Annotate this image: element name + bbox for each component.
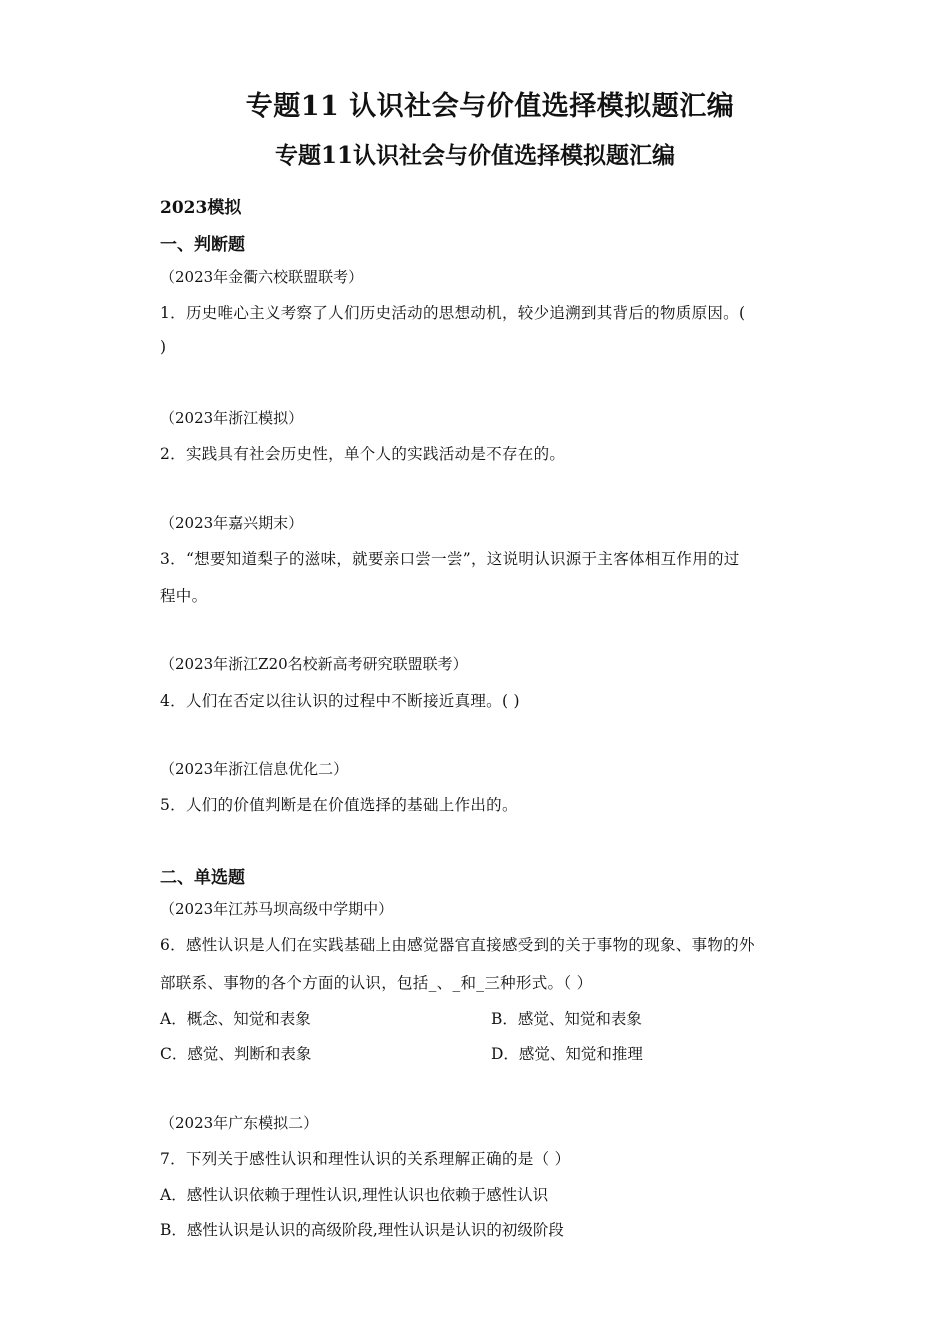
year-heading: 2023模拟: [160, 198, 242, 218]
question-6-option-a: A．概念、知觉和表象: [160, 1010, 311, 1028]
question-6-source: （2023年江苏马坝高级中学期中）: [160, 900, 394, 918]
question-7-option-a: A．感性认识依赖于理性认识,理性认识也依赖于感性认识: [160, 1186, 549, 1204]
question-7-source: （2023年广东模拟二）: [160, 1114, 319, 1132]
question-2-source: （2023年浙江模拟）: [160, 409, 304, 427]
question-4-source: （2023年浙江Z20名校新高考研究联盟联考）: [160, 655, 468, 673]
question-3-source: （2023年嘉兴期末）: [160, 514, 304, 532]
question-1-text-cont: ): [160, 338, 167, 356]
question-7-text: 7．下列关于感性认识和理性认识的关系理解正确的是（ ）: [160, 1150, 571, 1168]
question-6-text-cont: 部联系、事物的各个方面的认识，包括_、_和_三种形式。（ ）: [160, 974, 593, 992]
question-7-option-b: B．感性认识是认识的高级阶段,理性认识是认识的初级阶段: [160, 1221, 564, 1239]
question-3-text: 3．“想要知道梨子的滋味，就要亲口尝一尝”，这说明认识源于主客体相互作用的过: [160, 550, 740, 568]
page-title: 专题11 认识社会与价值选择模拟题汇编: [245, 91, 735, 122]
question-4-text: 4．人们在否定以往认识的过程中不断接近真理。( ): [160, 692, 520, 710]
question-6-option-c: C．感觉、判断和表象: [160, 1045, 312, 1063]
question-3-text-cont: 程中。: [160, 587, 208, 605]
question-5-text: 5．人们的价值判断是在价值选择的基础上作出的。: [160, 796, 518, 814]
page-subtitle: 专题11认识社会与价值选择模拟题汇编: [274, 142, 675, 169]
question-2-text: 2．实践具有社会历史性，单个人的实践活动是不存在的。: [160, 445, 566, 463]
question-6-option-b: B．感觉、知觉和表象: [491, 1010, 642, 1028]
section-judgment-heading: 一、判断题: [160, 235, 245, 255]
question-6-text: 6．感性认识是人们在实践基础上由感觉器官直接感受到的关于事物的现象、事物的外: [160, 936, 755, 954]
section-single-choice-heading: 二、单选题: [160, 868, 245, 888]
question-1-text: 1．历史唯心主义考察了人们历史活动的思想动机，较少追溯到其背后的物质原因。(: [160, 304, 746, 322]
question-6-option-d: D．感觉、知觉和推理: [491, 1045, 643, 1063]
question-1-source: （2023年金衢六校联盟联考）: [160, 268, 364, 286]
question-5-source: （2023年浙江信息优化二）: [160, 760, 349, 778]
